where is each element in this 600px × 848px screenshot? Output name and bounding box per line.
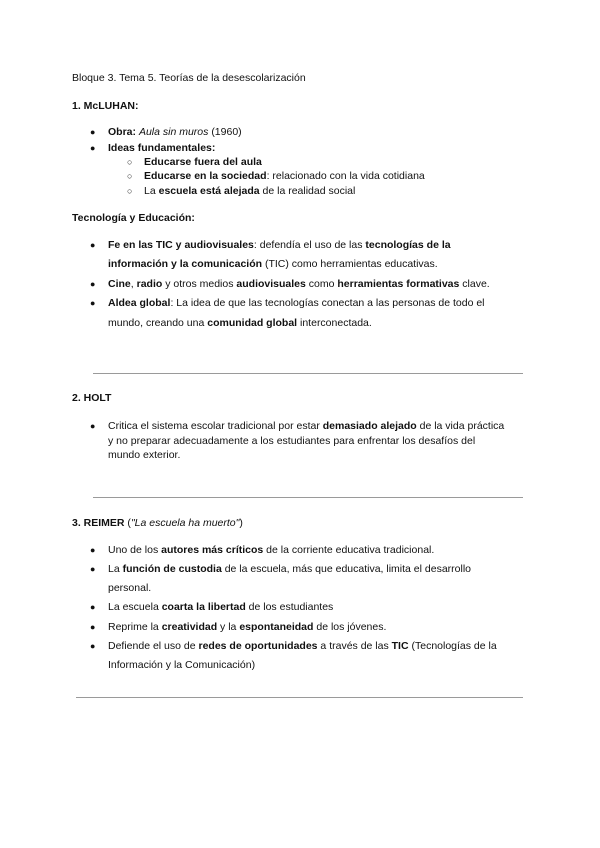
tech-bold: tecnologías de la	[365, 239, 451, 251]
reimer-text: de la corriente educativa tradicional.	[263, 544, 435, 556]
idea-item	[144, 184, 355, 198]
idea-item: Educarse fuera del aula	[144, 156, 262, 168]
sub-bullet-icon: ○	[127, 186, 133, 196]
reimer-text: Defiende el uso de	[108, 640, 199, 652]
reimer-heading	[72, 516, 243, 530]
reimer-text: de los estudiantes	[245, 601, 334, 613]
tech-item	[108, 238, 451, 252]
tech-bold: audiovisuales	[236, 278, 306, 290]
reimer-text: La escuela	[108, 601, 162, 613]
sub-bullet-icon: ○	[127, 171, 133, 181]
mcluhan-obra	[108, 125, 242, 139]
tech-item	[108, 277, 490, 291]
tech-bold: Aldea global	[108, 297, 171, 309]
reimer-text: a través de las	[317, 640, 392, 652]
reimer-text: Uno de los	[108, 544, 162, 556]
reimer-text: Reprime la	[108, 621, 162, 633]
tech-heading: Tecnología y Educación:	[72, 212, 195, 224]
reimer-item	[108, 543, 434, 557]
mcluhan-heading: 1. McLUHAN:	[72, 100, 139, 112]
tech-text: mundo, creando una	[108, 317, 208, 329]
tech-bold: radio	[136, 278, 163, 290]
obra-label: Obra:	[108, 126, 137, 138]
tech-text: interconectada.	[297, 317, 372, 329]
idea-bold: Educarse en la sociedad	[144, 170, 267, 182]
reimer-bold: TIC	[391, 640, 409, 652]
obra-year: (1960)	[211, 126, 242, 138]
section-divider	[93, 373, 523, 374]
tech-text: (TIC) como herramientas educativas.	[262, 258, 438, 270]
reimer-bold: creatividad	[161, 621, 218, 633]
reimer-bold: coarta la libertad	[161, 601, 246, 613]
reimer-text: y la	[217, 621, 240, 633]
reimer-name: 3. REIMER	[72, 517, 125, 529]
sub-bullet-icon: ○	[127, 157, 133, 167]
bullet-icon: ●	[90, 545, 96, 555]
reimer-text: (Tecnologías de la	[408, 640, 497, 652]
reimer-item	[108, 639, 497, 653]
idea-text: de la realidad social	[259, 185, 356, 197]
holt-text-part: de la vida práctica	[416, 420, 505, 432]
tech-bold: comunidad global	[207, 317, 298, 329]
idea-text: La	[144, 185, 159, 197]
bullet-icon: ●	[90, 564, 96, 574]
obra-title: Aula sin muros	[138, 126, 209, 138]
reimer-item-cont: personal.	[108, 582, 152, 594]
reimer-item	[108, 600, 333, 614]
bullet-icon: ●	[90, 602, 96, 612]
tech-item-cont	[108, 316, 372, 330]
idea-bold: escuela está alejada	[158, 185, 260, 197]
holt-heading: 2. HOLT	[72, 392, 112, 404]
tech-text: : defendía el uso de las	[253, 239, 366, 251]
reimer-item-cont: Información y la Comunicación)	[108, 659, 256, 671]
bullet-icon: ●	[90, 127, 96, 137]
bullet-icon: ●	[90, 143, 96, 153]
reimer-item	[108, 562, 471, 576]
tech-text: como	[305, 278, 338, 290]
reimer-text: de los jóvenes.	[313, 621, 387, 633]
bullet-icon: ●	[90, 279, 96, 289]
reimer-bold: autores más críticos	[161, 544, 264, 556]
bullet-icon: ●	[90, 421, 96, 431]
reimer-quote: "La escuela ha muerto"	[130, 517, 240, 529]
tech-text: y otros medios	[162, 278, 237, 290]
bullet-icon: ●	[90, 641, 96, 651]
reimer-text: La	[108, 563, 123, 575]
tech-text: : La idea de que las tecnologías conectan a las personas de todo el	[170, 297, 485, 309]
holt-text-cont: y no preparar adecuadamente a los estudiantes para enfrentar los desafíos del	[108, 435, 476, 447]
holt-text-part: Critica el sistema escolar tradicional por estar	[108, 420, 323, 432]
ideas-label: Ideas fundamentales:	[108, 142, 216, 154]
tech-text: ,	[130, 278, 137, 290]
reimer-bold: función de custodia	[122, 563, 222, 575]
idea-text: : relacionado con la vida cotidiana	[266, 170, 425, 182]
tech-bold: Cine	[108, 278, 131, 290]
tech-bold: herramientas formativas	[337, 278, 460, 290]
document-title: Bloque 3. Tema 5. Teorías de la desescolarización	[72, 72, 306, 84]
holt-bold: demasiado alejado	[322, 420, 417, 432]
reimer-text: de la escuela, más que educativa, limita el desarrollo	[221, 563, 471, 575]
holt-text-cont: mundo exterior.	[108, 449, 181, 461]
reimer-paren: )	[239, 517, 243, 529]
reimer-bold: redes de oportunidades	[198, 640, 318, 652]
section-divider	[76, 697, 523, 698]
tech-bold: Fe en las TIC y audiovisuales	[108, 239, 254, 251]
bullet-icon: ●	[90, 298, 96, 308]
reimer-paren: (	[124, 517, 131, 529]
reimer-bold: espontaneidad	[239, 621, 314, 633]
section-divider	[93, 497, 523, 498]
reimer-item	[108, 620, 386, 634]
bullet-icon: ●	[90, 240, 96, 250]
tech-item-cont	[108, 257, 438, 271]
idea-item	[144, 169, 425, 183]
tech-bold: información y la comunicación	[108, 258, 263, 270]
tech-text: clave.	[459, 278, 490, 290]
tech-item	[108, 296, 485, 310]
holt-text	[108, 419, 504, 433]
bullet-icon: ●	[90, 622, 96, 632]
